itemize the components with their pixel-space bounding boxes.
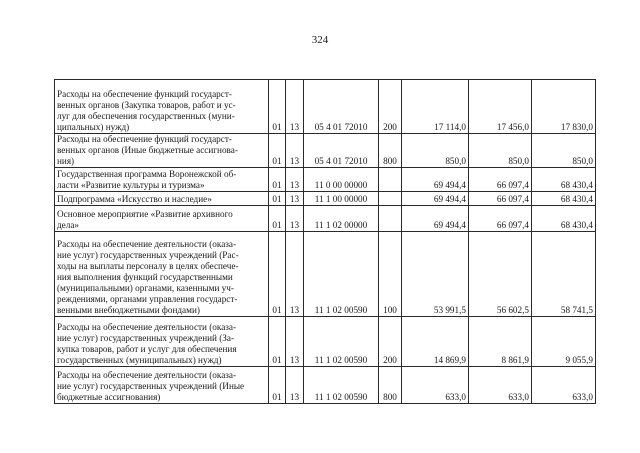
expense-type-code: 800	[379, 367, 402, 404]
section-code: 01	[269, 134, 286, 168]
amount-year-2: 56 602,5	[469, 232, 532, 317]
expense-type-code	[379, 192, 402, 206]
row-name: Расходы на обеспечение деятельности (оказа- ние услуг) государственных учреждений (За- купка товаров, работ и услуг для обеспечения государственных (муниципальных) нужд)	[55, 317, 269, 367]
amount-year-2: 66 097,4	[469, 168, 532, 192]
table-row	[55, 134, 596, 168]
expense-type-code	[379, 206, 402, 232]
table-row	[55, 317, 596, 367]
target-article-code: 05 4 01 72010	[304, 80, 379, 134]
subsection-code: 13	[286, 206, 304, 232]
expense-type-code: 200	[379, 317, 402, 367]
amount-year-1: 53 991,5	[402, 232, 469, 317]
amount-year-3: 68 430,4	[532, 192, 596, 206]
table-row	[55, 232, 596, 317]
target-article-code: 11 1 02 00590	[304, 232, 379, 317]
amount-year-3: 68 430,4	[532, 206, 596, 232]
expense-type-code: 100	[379, 232, 402, 317]
amount-year-3: 9 055,9	[532, 317, 596, 367]
row-name: Расходы на обеспечение функций государст- венных органов (Закупка товаров, работ и ус- луг для обеспечения государственных (муни- ципальных) нужд)	[55, 80, 269, 134]
table-row	[55, 168, 596, 192]
row-name: Расходы на обеспечение деятельности (оказа- ние услуг) государственных учреждений (Рас- ходы на выплаты персоналу в целях обеспече- ния выполнения функций государственными (муниципальными) органами, казенными уч- реждениями, органами управления государст- венными внебюджетными фондами)	[55, 232, 269, 317]
amount-year-3: 68 430,4	[532, 168, 596, 192]
amount-year-3: 17 830,0	[532, 80, 596, 134]
target-article-code: 05 4 01 72010	[304, 134, 379, 168]
section-code: 01	[269, 80, 286, 134]
subsection-code: 13	[286, 168, 304, 192]
amount-year-2: 17 456,0	[469, 80, 532, 134]
row-name: Основное мероприятие «Развитие архивного дела»	[55, 206, 269, 232]
row-name: Государственная программа Воронежской об- ласти «Развитие культуры и туризма»	[55, 168, 269, 192]
amount-year-2: 8 861,9	[469, 317, 532, 367]
expense-type-code: 800	[379, 134, 402, 168]
subsection-code: 13	[286, 232, 304, 317]
table-row	[55, 206, 596, 232]
amount-year-1: 850,0	[402, 134, 469, 168]
subsection-code: 13	[286, 317, 304, 367]
table-row	[55, 80, 596, 134]
amount-year-1: 17 114,0	[402, 80, 469, 134]
section-code: 01	[269, 192, 286, 206]
target-article-code: 11 1 00 00000	[304, 192, 379, 206]
amount-year-3: 633,0	[532, 367, 596, 404]
amount-year-1: 69 494,4	[402, 192, 469, 206]
target-article-code: 11 1 02 00590	[304, 317, 379, 367]
amount-year-3: 58 741,5	[532, 232, 596, 317]
amount-year-2: 66 097,4	[469, 206, 532, 232]
amount-year-2: 850,0	[469, 134, 532, 168]
section-code: 01	[269, 367, 286, 404]
expense-type-code: 200	[379, 80, 402, 134]
target-article-code: 11 1 02 00590	[304, 367, 379, 404]
subsection-code: 13	[286, 134, 304, 168]
expense-type-code	[379, 168, 402, 192]
row-name: Расходы на обеспечение деятельности (оказа- ние услуг) государственных учреждений (Иные бюджетные ассигнования)	[55, 367, 269, 404]
amount-year-2: 66 097,4	[469, 192, 532, 206]
amount-year-1: 69 494,4	[402, 168, 469, 192]
amount-year-3: 850,0	[532, 134, 596, 168]
table-row	[55, 367, 596, 404]
amount-year-2: 633,0	[469, 367, 532, 404]
amount-year-1: 69 494,4	[402, 206, 469, 232]
section-code: 01	[269, 317, 286, 367]
section-code: 01	[269, 232, 286, 317]
section-code: 01	[269, 168, 286, 192]
row-name: Расходы на обеспечение функций государст- венных органов (Иные бюджетные ассигнова- ния)	[55, 134, 269, 168]
subsection-code: 13	[286, 80, 304, 134]
row-name: Подпрограмма «Искусство и наследие»	[55, 192, 269, 206]
subsection-code: 13	[286, 192, 304, 206]
budget-table	[54, 79, 596, 404]
amount-year-1: 633,0	[402, 367, 469, 404]
amount-year-1: 14 869,9	[402, 317, 469, 367]
target-article-code: 11 0 00 00000	[304, 168, 379, 192]
table-row	[55, 192, 596, 206]
section-code: 01	[269, 206, 286, 232]
subsection-code: 13	[286, 367, 304, 404]
page-number: 324	[311, 34, 329, 46]
target-article-code: 11 1 02 00000	[304, 206, 379, 232]
